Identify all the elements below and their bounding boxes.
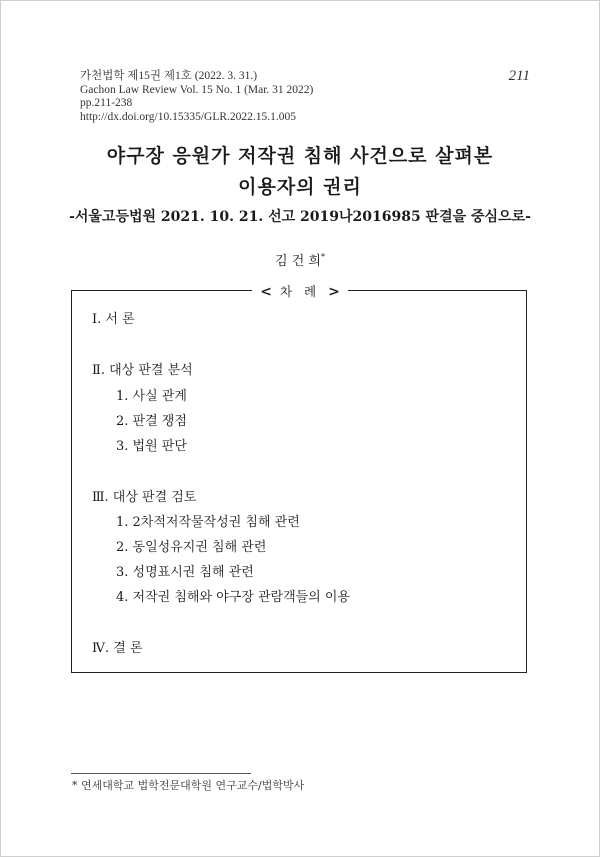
page-range: pp.211-238	[80, 97, 133, 109]
toc-item-court-judgment[interactable]: 3. 법원 판단	[116, 439, 187, 454]
toc-item-case-review[interactable]: Ⅲ. 대상 판결 검토	[92, 490, 197, 505]
toc-item-case-analysis[interactable]: Ⅱ. 대상 판결 분석	[92, 363, 193, 378]
toc-heading	[0, 281, 600, 300]
chevron-right-icon: >	[328, 284, 340, 300]
toc-item-attribution-right[interactable]: 3. 성명표시권 침해 관련	[116, 565, 254, 580]
title-line-1: 야구장 응원가 저작권 침해 사건으로 살펴본	[106, 145, 494, 167]
footnote: * 연세대학교 법학전문대학원 연구교수/법학박사	[72, 779, 305, 792]
toc-item-issues[interactable]: 2. 판결 쟁점	[116, 414, 187, 429]
journal-header	[80, 70, 313, 124]
toc-item-spectator-use[interactable]: 4. 저작권 침해와 야구장 관람객들의 이용	[116, 590, 350, 605]
toc-item-introduction[interactable]: Ⅰ. 서 론	[92, 312, 135, 327]
journal-issue-english: Gachon Law Review Vol. 15 No. 1 (Mar. 31 2022)	[80, 83, 314, 96]
toc-item-derivative-work[interactable]: 1. 2차적저작물작성권 침해 관련	[116, 515, 300, 530]
journal-issue: 가천법학 제15권 제1호 (2022. 3. 31.)	[80, 70, 258, 82]
page-number: 211	[508, 68, 530, 84]
doi-link[interactable]: http://dx.doi.org/10.15335/GLR.2022.15.1.005	[80, 110, 297, 123]
toc-box	[71, 290, 527, 673]
footnote-divider	[71, 773, 251, 774]
subtitle: -서울고등법원 2021. 10. 21. 선고 2019나2016985 판결을 중심으로-	[69, 209, 531, 225]
toc-item-integrity-right[interactable]: 2. 동일성유지권 침해 관련	[116, 540, 267, 555]
toc-item-facts[interactable]: 1. 사실 관계	[116, 389, 187, 404]
chevron-left-icon: <	[260, 284, 272, 300]
author	[0, 250, 600, 269]
title-line-2: 이용자의 권리	[238, 176, 362, 198]
toc-item-conclusion[interactable]: Ⅳ. 결 론	[92, 641, 143, 656]
toc-heading-label: 차 례	[274, 284, 326, 299]
author-name: 김 건 희	[275, 254, 321, 269]
author-footnote-mark: *	[320, 252, 325, 262]
